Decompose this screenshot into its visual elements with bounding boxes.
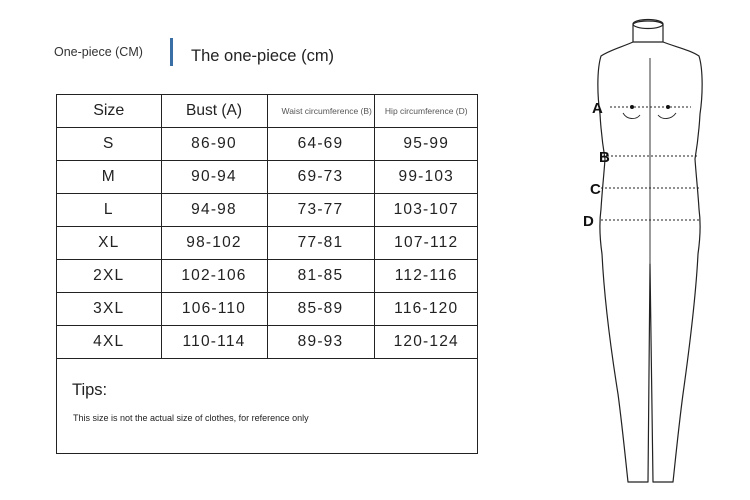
column-header-bust: Bust (A): [161, 95, 267, 128]
bust-cell: 86-90: [161, 128, 267, 161]
size-cell: S: [57, 128, 161, 161]
label-d: D: [583, 213, 594, 230]
hip-cell: 112-116: [374, 260, 478, 293]
bust-point-right: [666, 105, 670, 109]
hip-cell: 116-120: [374, 293, 478, 326]
bust-cell: 106-110: [161, 293, 267, 326]
hip-cell: 120-124: [374, 326, 478, 359]
size-table: [57, 95, 478, 359]
size-cell: 3XL: [57, 293, 161, 326]
size-cell: 4XL: [57, 326, 161, 359]
title-accent-bar: [170, 38, 173, 66]
page-title: The one-piece (cm): [191, 47, 335, 65]
bust-cell: 98-102: [161, 227, 267, 260]
tips-note: This size is not the actual size of clothes, for reference only: [73, 413, 309, 423]
bust-point-left: [630, 105, 634, 109]
waist-cell: 89-93: [267, 326, 374, 359]
size-chart: [56, 94, 478, 454]
hip-cell: 99-103: [374, 161, 478, 194]
column-header-hip: Hip circumference (D): [374, 95, 478, 128]
waist-cell: 77-81: [267, 227, 374, 260]
table-row: [57, 161, 478, 194]
table-row: [57, 128, 478, 161]
hip-cell: 103-107: [374, 194, 478, 227]
table-row: [57, 293, 478, 326]
hip-cell: 95-99: [374, 128, 478, 161]
bust-cell: 110-114: [161, 326, 267, 359]
bust-cell: 90-94: [161, 161, 267, 194]
label-b: B: [599, 149, 610, 166]
label-a: A: [592, 100, 603, 117]
waist-cell: 64-69: [267, 128, 374, 161]
table-row: [57, 260, 478, 293]
bust-cell: 94-98: [161, 194, 267, 227]
size-cell: 2XL: [57, 260, 161, 293]
hip-cell: 107-112: [374, 227, 478, 260]
table-header-row: [57, 95, 478, 128]
chest-curve-right: [658, 113, 676, 119]
body-measurement-figure: [570, 14, 740, 490]
bust-cell: 102-106: [161, 260, 267, 293]
waist-cell: 73-77: [267, 194, 374, 227]
waist-cell: 81-85: [267, 260, 374, 293]
table-row: [57, 194, 478, 227]
size-cell: M: [57, 161, 161, 194]
table-row: [57, 326, 478, 359]
label-c: C: [590, 181, 601, 198]
size-cell: L: [57, 194, 161, 227]
waist-cell: 69-73: [267, 161, 374, 194]
size-cell: XL: [57, 227, 161, 260]
column-header-size: Size: [57, 95, 161, 128]
chest-curve-left: [623, 113, 640, 119]
neck-outline: [633, 21, 663, 42]
waist-cell: 85-89: [267, 293, 374, 326]
tips-label: Tips:: [72, 381, 108, 399]
column-header-waist: Waist circumference (B): [267, 95, 374, 128]
table-row: [57, 227, 478, 260]
small-title: One-piece (CM): [54, 45, 143, 59]
